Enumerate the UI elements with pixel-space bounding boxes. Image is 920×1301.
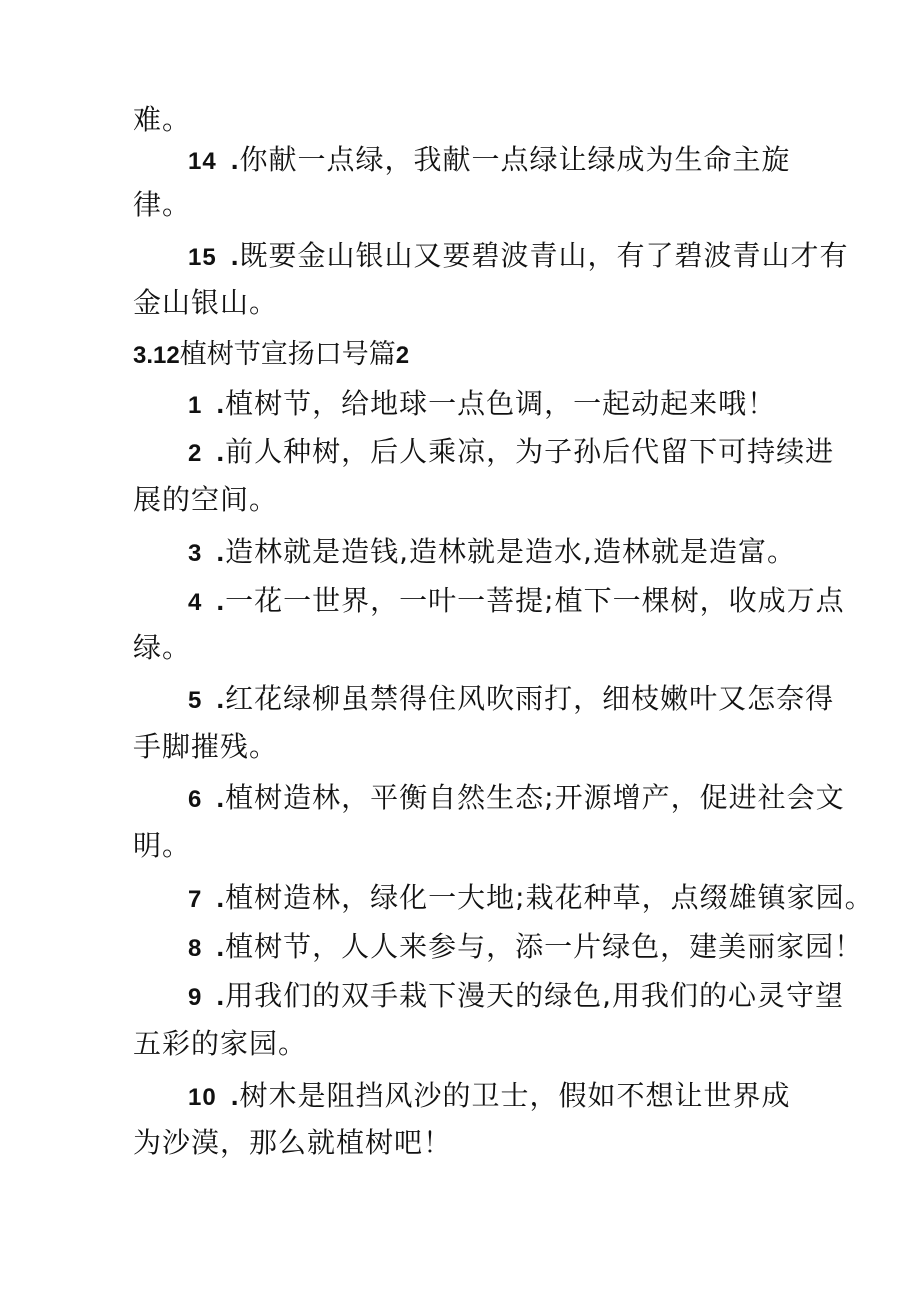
line-text: 难。: [133, 103, 192, 136]
item-number: 9: [188, 984, 203, 1011]
slogan-10: [188, 1078, 791, 1116]
slogan-4: [188, 583, 845, 621]
item-dot: .: [230, 144, 240, 175]
slogan-5: [188, 681, 834, 719]
item-text: 既要金山银山又要碧波青山，有了碧波青山才有: [239, 239, 849, 272]
continuation-line: [133, 828, 191, 864]
slogan-9: [188, 978, 844, 1016]
item-number: 3: [188, 540, 203, 567]
item-dot: .: [216, 980, 226, 1011]
continuation-line: [133, 285, 278, 321]
line-text: 手脚摧残。: [133, 730, 279, 763]
item-dot: .: [216, 882, 226, 913]
item-text: 红花绿柳虽禁得住风吹雨打，细枝嫩叶又怎奈得: [225, 682, 835, 715]
heading-date: 3.12: [133, 342, 180, 369]
item-dot: .: [230, 240, 240, 271]
section-heading: [133, 337, 409, 374]
item-text: 植树造林，绿化一大地;栽花种草，点缀雄镇家园。: [225, 881, 874, 914]
item-dot: .: [216, 536, 226, 567]
line-text: 绿。: [133, 631, 192, 664]
line-text: 律。: [133, 188, 192, 221]
slogan-8: [188, 929, 863, 967]
item-dot: .: [216, 931, 226, 962]
item-dot: .: [216, 436, 226, 467]
continuation-line: [133, 1026, 307, 1062]
item-number: 15: [188, 244, 217, 271]
line-text: 明。: [133, 829, 192, 862]
slogan-7: [188, 880, 874, 918]
heading-text: 植树节宣扬口号篇: [179, 339, 396, 370]
line-text: 为沙漠，那么就植树吧！: [133, 1126, 453, 1159]
item-number: 14: [188, 148, 217, 175]
continuation-line: [133, 102, 191, 138]
item-number: 4: [188, 589, 203, 616]
continuation-line: [133, 482, 278, 518]
item-text: 植树造林，平衡自然生态;开源增产，促进社会文: [225, 781, 845, 814]
item-dot: .: [230, 1080, 240, 1111]
slogan-6: [188, 780, 845, 818]
slogan-1: [188, 386, 776, 424]
item-text: 用我们的双手栽下漫天的绿色,用我们的心灵守望: [225, 979, 845, 1012]
item-dot: .: [216, 585, 226, 616]
item-text: 前人种树，后人乘凉，为子孙后代留下可持续进: [225, 435, 835, 468]
line-text: 展的空间。: [133, 483, 279, 516]
item-dot: .: [216, 683, 226, 714]
item-number: 7: [188, 886, 203, 913]
item-number: 6: [188, 786, 203, 813]
item-text: 一花一世界，一叶一菩提;植下一棵树，收成万点: [225, 584, 845, 617]
item-text: 树木是阻挡风沙的卫士，假如不想让世界成: [239, 1079, 791, 1112]
line-text: 五彩的家园。: [133, 1027, 308, 1060]
slogan-2: [188, 434, 834, 472]
continuation-line: [133, 187, 191, 223]
item-text: 植树节，给地球一点色调，一起动起来哦！: [225, 387, 777, 420]
item-text: 植树节，人人来参与，添一片绿色，建美丽家园！: [225, 930, 864, 963]
item-dot: .: [216, 388, 226, 419]
item-number: 2: [188, 440, 203, 467]
continuation-line: [133, 729, 278, 765]
item-text: 你献一点绿，我献一点绿让绿成为生命主旋: [239, 143, 791, 176]
item-number: 1: [188, 392, 203, 419]
slogan-3: [188, 534, 796, 572]
slogan-14: [188, 142, 791, 180]
item-number: 10: [188, 1084, 217, 1111]
item-dot: .: [216, 782, 226, 813]
item-number: 8: [188, 935, 203, 962]
line-text: 金山银山。: [133, 286, 279, 319]
slogan-15: [188, 238, 849, 276]
heading-number: 2: [395, 342, 410, 369]
continuation-line: [133, 1125, 452, 1161]
item-text: 造林就是造钱,造林就是造水,造林就是造富。: [225, 535, 796, 568]
item-number: 5: [188, 687, 203, 714]
continuation-line: [133, 630, 191, 666]
